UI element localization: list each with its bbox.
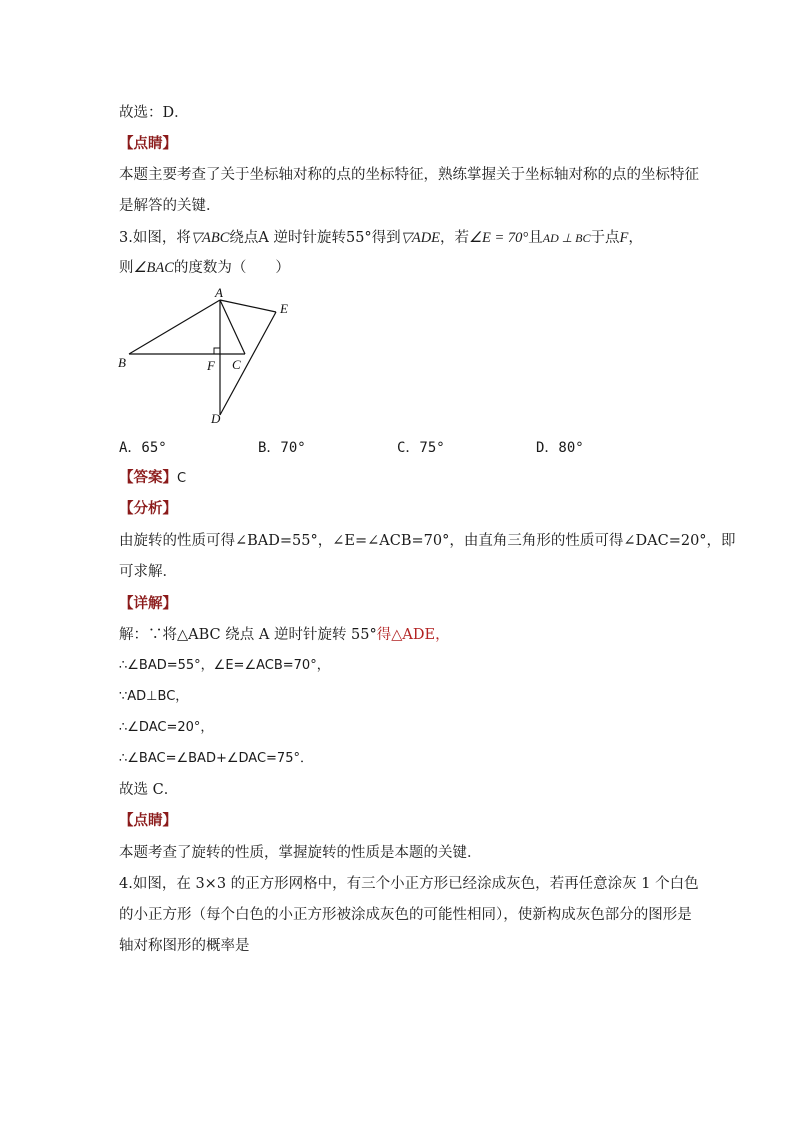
analysis-line-1: 由旋转的性质可得∠BAD=55°，∠E=∠ACB=70°，由直角三角形的性质可得∠DAC=20°，即: [119, 533, 736, 549]
label-f: F: [207, 358, 215, 373]
label-e: E: [280, 301, 288, 316]
question-number: 3.: [119, 230, 133, 246]
detail-line-5: ∴∠BAC=∠BAD+∠DAC=75°．: [119, 751, 313, 766]
analysis-heading: 【分析】: [119, 500, 177, 517]
segment-ae: [220, 300, 276, 312]
option-b: B．70°: [258, 440, 306, 456]
label-b: B: [118, 355, 126, 370]
detail-heading: 【详解】: [119, 595, 177, 612]
detail-line-2: ∴∠BAD=55°，∠E=∠ACB=70°，: [119, 658, 330, 673]
question-3-comment-heading: 【点睛】: [119, 812, 177, 829]
comment-line-1: 本题主要考查了关于坐标轴对称的点的坐标特征，熟练掌握关于坐标轴对称的点的坐标特征: [119, 167, 699, 183]
segment-ab: [129, 300, 220, 354]
segment-ac: [220, 300, 245, 354]
question-4-line-1: 4.如图，在 3×3 的正方形网格中，有三个小正方形已经涂成灰色，若再任意涂灰 1 个白色: [119, 876, 699, 892]
option-d: D．80°: [536, 440, 584, 456]
analysis-line-2: 可求解．: [119, 564, 177, 580]
segment-de: [220, 312, 276, 415]
answer-line: [119, 468, 186, 489]
condition-angle-e: ∠E = 70°: [469, 230, 529, 246]
comment-heading: 【点睛】: [119, 135, 177, 152]
option-c: C．75°: [397, 440, 445, 456]
detail-line-4: ∴∠DAC=20°，: [119, 720, 214, 735]
question-3-comment: 本题考查了旋转的性质，掌握旋转的性质是本题的关键．: [119, 845, 482, 861]
rotation-angle: 55°: [345, 230, 372, 246]
answer-value: C: [177, 471, 187, 486]
triangle-ade: ▽ADE: [400, 230, 441, 246]
triangle-abc: ▽ABC: [190, 230, 230, 246]
right-angle-mark: [214, 348, 220, 354]
detail-line-1: 解：∵将△ABC 绕点 A 逆时针旋转 55°得△ADE，: [119, 627, 450, 643]
previous-conclusion: 故选：D．: [119, 105, 189, 121]
triangle-rotation-figure: [110, 283, 310, 428]
question-4-line-2: 的小正方形（每个白色的小正方形被涂成灰色的可能性相同），使新构成灰色部分的图形是: [119, 907, 692, 923]
option-a: A．65°: [119, 440, 167, 456]
label-c: C: [232, 357, 241, 372]
label-a: A: [215, 285, 223, 300]
detail-line-3: ∵AD⊥BC，: [119, 689, 189, 704]
question-4-line-3: 轴对称图形的概率是: [119, 938, 250, 954]
angle-bac: ∠BAC: [133, 260, 174, 276]
question-3-stem-line-1: 3.如图，将▽ABC绕点A 逆时针旋转55°得到▽ADE，若∠E = 70°且AD ⊥ BC于点F，: [119, 230, 643, 246]
question-3-conclusion: 故选 C．: [119, 782, 179, 798]
answer-heading: 【答案】: [119, 469, 177, 486]
label-d: D: [211, 411, 221, 426]
question-3-stem-line-2: 则∠BAC的度数为（ ）: [119, 260, 290, 276]
condition-perpendicular: AD ⊥ BC: [542, 231, 591, 245]
point-f: F: [619, 230, 629, 246]
comment-line-2: 是解答的关键．: [119, 198, 221, 214]
